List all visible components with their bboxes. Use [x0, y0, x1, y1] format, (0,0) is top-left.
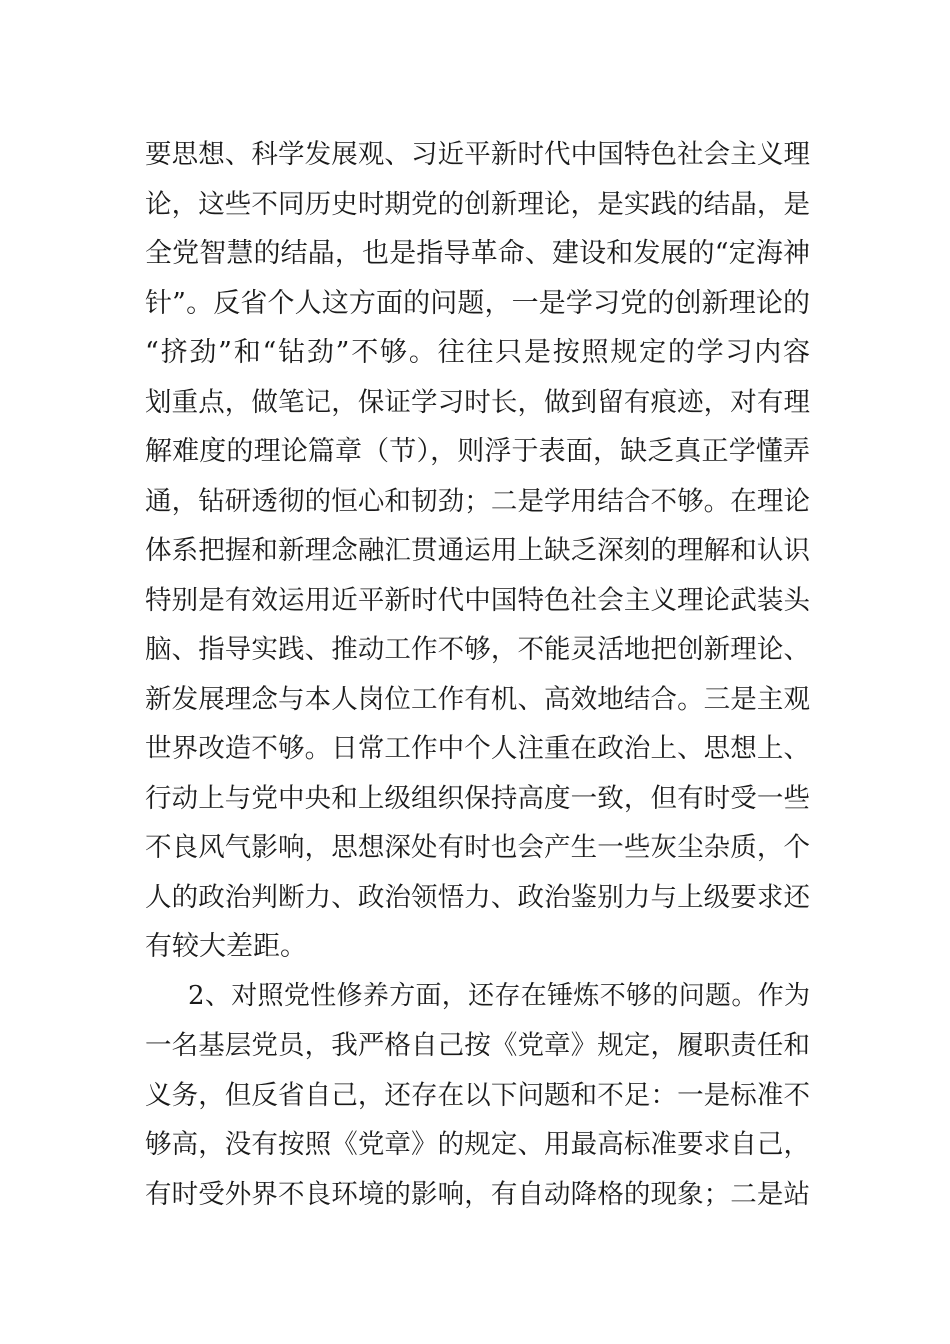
paragraph-party-spirit	[145, 972, 810, 1220]
text-line: 体系把握和新理念融汇贯通运用上缺乏深刻的理解和认识	[145, 535, 810, 566]
text-line: 特别是有效运用近平新时代中国特色社会主义理论武装头	[145, 584, 810, 616]
text-line: 世界改造不够。日常工作中个人注重在政治上、思想上、	[145, 733, 810, 764]
text-line: 2、对照党性修养方面，还存在锤炼不够的问题。作为	[188, 980, 810, 1011]
text-line: 通，钻研透彻的恒心和韧劲；二是学用结合不够。在理论	[145, 485, 810, 517]
text-line: “挤劲”和“钻劲”不够。往往只是按照规定的学习内容	[145, 337, 810, 368]
paragraph-theory-study	[145, 130, 810, 972]
text-line: 够高，没有按照《党章》的规定、用最高标准要求自己，	[145, 1129, 810, 1160]
text-line: 一名基层党员，我严格自己按《党章》规定，履职责任和	[145, 1030, 810, 1061]
text-line: 脑、指导实践、推动工作不够，不能灵活地把创新理论、	[145, 634, 810, 665]
text-line: 人的政治判断力、政治领悟力、政治鉴别力与上级要求还	[145, 881, 810, 913]
text-line: 针”。反省个人这方面的问题，一是学习党的创新理论的	[145, 287, 810, 319]
text-line: 全党智慧的结晶，也是指导革命、建设和发展的“定海神	[145, 238, 810, 269]
text-line: 有较大差距。	[145, 931, 307, 962]
document-body	[145, 130, 810, 1219]
text-line: 论，这些不同历史时期党的创新理论，是实践的结晶，是	[145, 188, 810, 220]
text-line: 要思想、科学发展观、习近平新时代中国特色社会主义理	[145, 139, 810, 170]
text-line: 新发展理念与本人岗位工作有机、高效地结合。三是主观	[145, 683, 810, 715]
text-line: 解难度的理论篇章（节），则浮于表面，缺乏真正学懂弄	[145, 436, 810, 467]
text-line: 不良风气影响，思想深处有时也会产生一些灰尘杂质，个	[145, 832, 810, 863]
text-line: 义务，但反省自己，还存在以下问题和不足：一是标准不	[145, 1079, 810, 1111]
text-line: 有时受外界不良环境的影响，有自动降格的现象；二是站	[145, 1178, 810, 1210]
text-line: 行动上与党中央和上级组织保持高度一致，但有时受一些	[145, 782, 810, 814]
text-line: 划重点，做笔记，保证学习时长，做到留有痕迹，对有理	[145, 386, 810, 418]
